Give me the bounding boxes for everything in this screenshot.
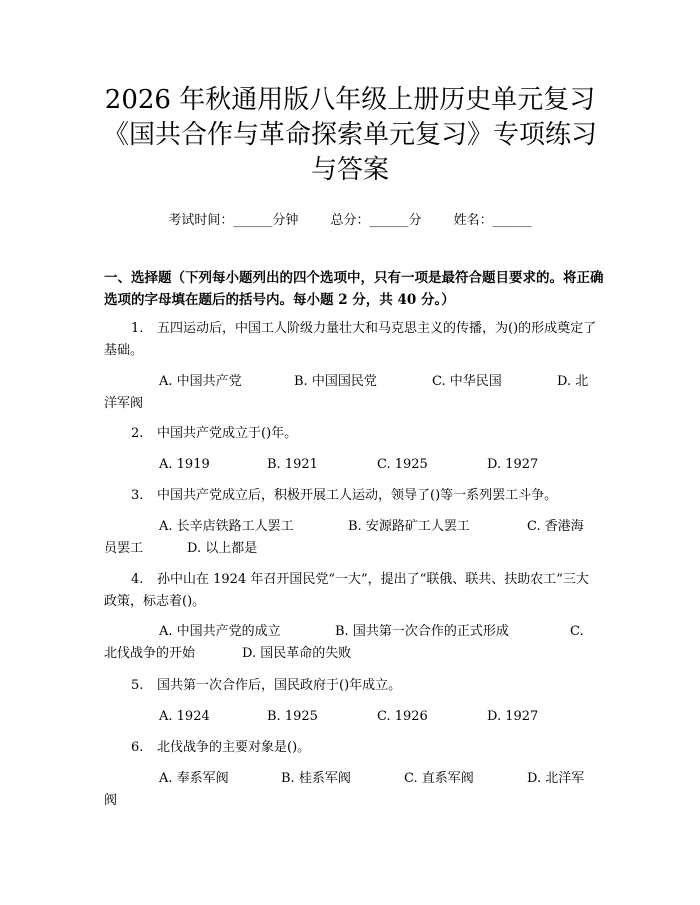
option-d: D. 国民革命的失败 — [242, 646, 352, 661]
option-c: C. 直系军阀 — [404, 771, 474, 786]
option-c: C. 1925 — [377, 457, 428, 472]
option-a: A. 奉系军阀 — [159, 771, 229, 786]
option-c: C. 香港海 — [527, 519, 584, 534]
question-2 — [104, 423, 598, 445]
question-number: 6. — [131, 740, 144, 755]
option-b: B. 中国国民党 — [294, 374, 377, 389]
option-a: A. 1924 — [159, 709, 210, 724]
option-b: B. 安源路矿工人罢工 — [348, 519, 470, 534]
question-6 — [104, 737, 598, 759]
option-d-continued: 洋军阀 — [104, 396, 144, 411]
question-4 — [104, 569, 598, 613]
option-d: D. 1927 — [487, 709, 539, 724]
option-c: C. 中华民国 — [432, 374, 502, 389]
option-c: C. 1926 — [377, 709, 428, 724]
option-a: A. 中国共产党 — [159, 374, 242, 389]
question-number: 4. — [131, 572, 144, 587]
option-d: D. 1927 — [487, 457, 539, 472]
question-number: 2. — [131, 426, 144, 441]
option-d-continued: 阀 — [104, 793, 118, 808]
question-5 — [104, 675, 598, 697]
question-text: 中国共产党成立后，积极开展工人运动，领导了()等一系列罢工斗争。 — [157, 488, 558, 503]
question-1 — [104, 318, 598, 362]
question-text: 孙中山在 1924 年召开国民党“一大”，提出了“联俄、联共、扶助农工”三大政策，标志着()。 — [104, 572, 589, 609]
option-a: A. 1919 — [159, 457, 210, 472]
exam-time: 考试时间：______分钟 — [168, 213, 299, 228]
option-a: A. 中国共产党的成立 — [159, 624, 281, 639]
option-d: D. 北洋军 — [527, 771, 585, 786]
section-heading: 一、选择题（下列每小题列出的四个选项中，只有一项是最符合题目要求的。将正确选项的字母填在题后的括号内。每小题 2 分，共 40 分。） — [104, 270, 604, 308]
question-text: 中国共产党成立于()年。 — [157, 426, 298, 441]
question-text: 国共第一次合作后，国民政府于()年成立。 — [157, 678, 402, 693]
question-number: 3. — [131, 488, 144, 503]
exam-total-score: 总分：______分 — [330, 213, 422, 228]
option-b: B. 1925 — [267, 709, 318, 724]
question-text: 北伐战争的主要对象是()。 — [157, 740, 311, 755]
title-line-1: 2026 年秋通用版八年级上册历史单元复习 — [104, 85, 596, 115]
exam-info — [0, 209, 700, 228]
option-d: D. 北 — [557, 374, 589, 389]
option-a: A. 长辛店铁路工人罢工 — [159, 519, 294, 534]
document-title — [0, 83, 700, 188]
option-c: C. — [570, 624, 584, 639]
question-number: 1. — [131, 321, 144, 336]
option-c-continued: 员罢工 — [104, 541, 144, 556]
option-b: B. 1921 — [267, 457, 318, 472]
option-b: B. 国共第一次合作的正式形成 — [335, 624, 509, 639]
option-b: B. 桂系军阀 — [281, 771, 351, 786]
question-3 — [104, 485, 598, 507]
student-name: 姓名：______ — [453, 213, 532, 228]
option-c-continued: 北伐战争的开始 — [104, 646, 196, 661]
title-line-3: 与答案 — [310, 155, 389, 185]
title-line-2: 《国共合作与革命探索单元复习》专项练习 — [102, 120, 597, 150]
question-text: 五四运动后，中国工人阶级力量壮大和马克思主义的传播，为()的形成奠定了基础。 — [104, 321, 597, 358]
question-number: 5. — [131, 678, 144, 693]
option-d: D. 以上都是 — [187, 541, 258, 556]
